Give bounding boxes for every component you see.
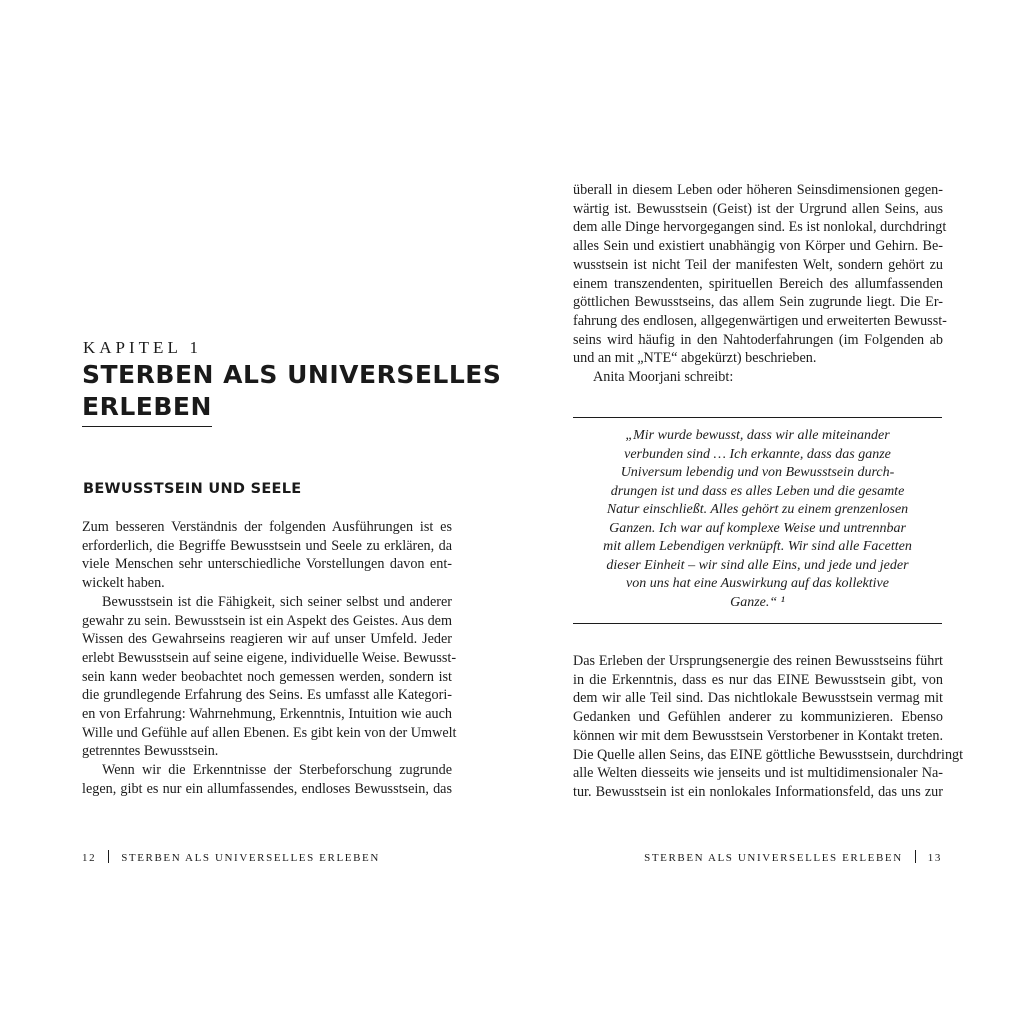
left-body-text [82,518,457,799]
text-line: fahrung des endlosen, allgegenwärtigen und erweiterten Bewusst- [573,312,947,329]
quote-line: „Mir wurde bewusst, dass wir alle miteinander [625,428,890,443]
quote-block [573,417,942,624]
text-line: einem transzendenten, spirituellen Bereich des allumfassenden [573,275,943,292]
text-line: viele Menschen sehr unterschiedliche Vorstellungen davon ent- [82,556,452,573]
text-line: legen, gibt es nur ein allumfassendes, endloses Bewusstsein, das [82,780,452,797]
text-line: erforderlich, die Begriffe Bewusstsein und Seele zu erklären, da [82,537,452,554]
text-line: wusstsein ist nicht Teil der manifesten Welt, sondern gehört zu [573,256,943,273]
text-line: und an mit „NTE“ abgekürzt) beschrieben. [573,350,817,367]
text-line: die grundlegende Erfahrung des Seins. Es umfasst alle Kategori- [82,687,452,704]
quote-line: dieser Einheit – wir sind alle Eins, und jede und jeder [606,557,909,573]
running-title: STERBEN ALS UNIVERSELLES ERLEBEN [644,852,903,864]
text-line: alle Welten diesseits wie jenseits und ist multidimensionaler Na- [573,765,943,782]
text-line: wärtig ist. Bewusstsein (Geist) ist der Urgrund allen Seins, aus [573,200,943,217]
text-line: seins wird häufig in den Nahtoderfahrungen (im Folgenden ab [573,331,943,348]
text-line: Die Quelle allen Seins, das EINE göttliche Bewusstsein, durchdringt [573,746,964,763]
text-line: Anita Moorjani schreibt: [593,369,734,386]
text-line: gewahr zu sein. Bewusstsein ist ein Aspekt des Geistes. Aus dem [82,612,452,629]
page-number: 13 [927,852,942,864]
text-line: Bewusstsein ist die Fähigkeit, sich seiner selbst und anderer [102,593,452,610]
text-line: überall in diesem Leben oder höheren Seinsdimensionen gegen- [573,182,943,198]
text-line: erlebt Bewusstsein auf seine eigene, individuelle Weise. Bewusst- [82,649,457,666]
chapter-label: KAPITEL 1 [83,338,202,357]
text-line: können wir mit dem Bewusstsein Verstorbener in Kontakt treten. [573,727,943,744]
text-line: en von Erfahrung: Wahrnehmung, Erkenntnis, Intuition wie auch [82,706,452,723]
running-title: STERBEN ALS UNIVERSELLES ERLEBEN [121,852,380,864]
text-line: Wenn wir die Erkenntnisse der Sterbeforschung zugrunde [102,762,452,779]
chapter-title [82,359,502,427]
footer-separator [915,850,916,863]
quote-line: verbunden sind … Ich erkannte, dass das ganze [624,446,891,462]
text-line: in die Erkenntnis, dass es nur das EINE Bewusstsein gibt, von [573,671,943,688]
quote-line: Ganzen. Ich war auf komplexe Weise und untrennbar [609,520,906,536]
text-line: Zum besseren Verständnis der folgenden Ausführungen ist es [82,519,452,535]
quote-line: Natur einschließt. Alles gehört zu einem grenzenlosen [606,502,909,517]
quote-line: von uns hat eine Auswirkung auf das kollektive [626,576,889,591]
quote-line: drungen ist und dass es alles Leben und die gesamte [610,483,905,499]
quote-line: mit allem Lebendigen verknüpft. Wir sind alle Facetten [603,539,912,554]
text-line: Das Erleben der Ursprungsenergie des reinen Bewusstseins führt [573,653,943,669]
quote-line: Universum lebendig und von Bewusstsein durch- [620,465,895,480]
left-footer [82,850,380,864]
quote-text [573,427,942,612]
text-line: dem wir alle Teil sind. Das nichtlokale Bewusstsein vermag mit [573,690,943,707]
text-line: tur. Bewusstsein ist ein nonlokales Informationsfeld, das uns zur [573,783,943,800]
right-body-text-top [573,181,947,387]
right-body-text-bottom [573,652,964,802]
text-line: sein kann weder beobachtet noch gemessen werden, sondern ist [82,668,452,685]
text-line: alles Sein und existiert unabhängig von Körper und Gehirn. Be- [573,238,943,255]
text-line: dem alle Dinge hervorgegangen sind. Es ist nonlokal, durchdringt [573,219,947,236]
text-line: Wille und Gefühle auf allen Ebenen. Es gibt kein von der Umwelt [82,724,457,741]
text-line: göttlichen Bewusstseins, das allem Sein zugrunde liegt. Die Er- [573,294,943,311]
section-heading: BEWUSSTSEIN UND SEELE [83,481,302,497]
text-line: wickelt haben. [82,575,165,592]
page-number: 12 [82,852,97,864]
right-footer [644,850,942,864]
footer-separator [108,850,109,863]
chapter-title-line-2: ERLEBEN [82,391,212,427]
text-line: getrenntes Bewusstsein. [82,743,219,760]
quote-line: Ganze.“ ¹ [730,594,785,610]
text-line: Gedanken und Gefühlen anderer zu kommunizieren. Ebenso [573,709,943,726]
text-line: Wissen des Gewahrseins reagieren wir auf unser Umfeld. Jeder [82,631,452,648]
chapter-title-line-1: STERBEN ALS UNIVERSELLES [82,360,502,389]
